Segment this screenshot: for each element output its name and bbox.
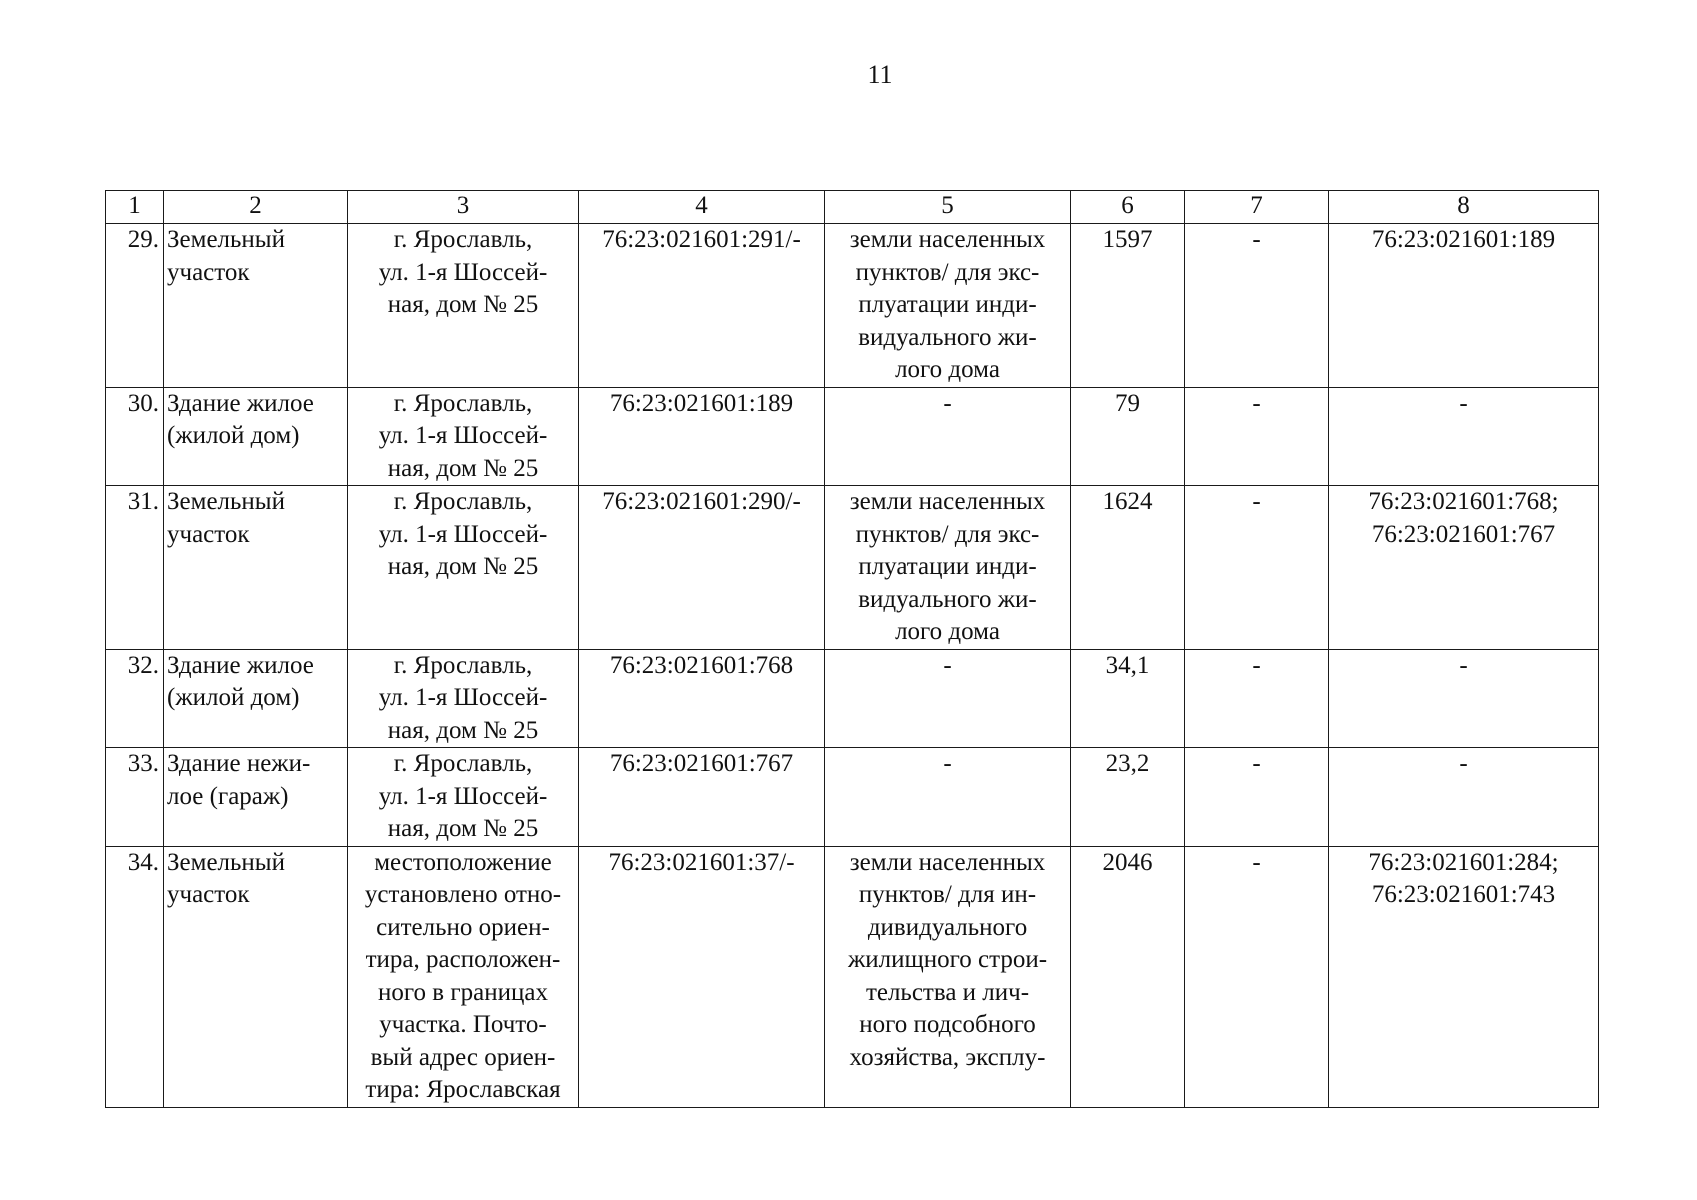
row-number: 33.	[106, 748, 164, 847]
column-7-value: -	[1185, 649, 1329, 748]
related-cadastral: -	[1329, 649, 1599, 748]
column-7-value: -	[1185, 748, 1329, 847]
object-area: 1624	[1071, 486, 1185, 650]
land-category: -	[825, 748, 1071, 847]
cadastral-number: 76:23:021601:291/-	[579, 224, 825, 388]
object-area: 34,1	[1071, 649, 1185, 748]
table-row	[106, 387, 1599, 486]
table-row	[106, 846, 1599, 1107]
object-address: местоположение установлено отно- сительно ориен- тира, расположен- ного в границах участка. Почто- вый адрес ориен- тира: Ярославская	[348, 846, 579, 1107]
cadastral-number: 76:23:021601:767	[579, 748, 825, 847]
object-area: 1597	[1071, 224, 1185, 388]
row-number: 31.	[106, 486, 164, 650]
cadastral-number: 76:23:021601:189	[579, 387, 825, 486]
column-header: 7	[1185, 191, 1329, 224]
object-area: 79	[1071, 387, 1185, 486]
row-number: 29.	[106, 224, 164, 388]
table-row	[106, 224, 1599, 388]
cadastral-number: 76:23:021601:37/-	[579, 846, 825, 1107]
related-cadastral: 76:23:021601:284; 76:23:021601:743	[1329, 846, 1599, 1107]
row-number: 30.	[106, 387, 164, 486]
page-number: 11	[867, 60, 893, 89]
column-header: 4	[579, 191, 825, 224]
cadastral-number: 76:23:021601:290/-	[579, 486, 825, 650]
column-header: 5	[825, 191, 1071, 224]
related-cadastral: 76:23:021601:189	[1329, 224, 1599, 388]
land-category: земли населенных пунктов/ для экс- плуатации инди- видуального жи- лого дома	[825, 224, 1071, 388]
object-name: Земельный участок	[164, 224, 348, 388]
object-name: Здание жилое (жилой дом)	[164, 387, 348, 486]
object-name: Здание нежи- лое (гараж)	[164, 748, 348, 847]
column-header: 1	[106, 191, 164, 224]
column-header: 2	[164, 191, 348, 224]
object-area: 23,2	[1071, 748, 1185, 847]
object-area: 2046	[1071, 846, 1185, 1107]
land-category: -	[825, 649, 1071, 748]
cadastral-number: 76:23:021601:768	[579, 649, 825, 748]
column-header: 3	[348, 191, 579, 224]
related-cadastral: 76:23:021601:768; 76:23:021601:767	[1329, 486, 1599, 650]
column-7-value: -	[1185, 486, 1329, 650]
table-row	[106, 649, 1599, 748]
related-cadastral: -	[1329, 387, 1599, 486]
column-7-value: -	[1185, 224, 1329, 388]
column-header: 6	[1071, 191, 1185, 224]
column-header: 8	[1329, 191, 1599, 224]
row-number: 32.	[106, 649, 164, 748]
land-category: земли населенных пунктов/ для ин- дивидуального жилищного строи- тельства и лич- ного подсобного хозяйства, эксплу-	[825, 846, 1071, 1107]
object-name: Земельный участок	[164, 486, 348, 650]
land-category: -	[825, 387, 1071, 486]
object-address: г. Ярославль, ул. 1-я Шоссей- ная, дом № 25	[348, 224, 579, 388]
row-number: 34.	[106, 846, 164, 1107]
table-row	[106, 748, 1599, 847]
table-header-row	[106, 191, 1599, 224]
object-address: г. Ярославль, ул. 1-я Шоссей- ная, дом № 25	[348, 486, 579, 650]
property-registry-table	[105, 190, 1599, 1108]
object-name: Земельный участок	[164, 846, 348, 1107]
table-row	[106, 486, 1599, 650]
object-address: г. Ярославль, ул. 1-я Шоссей- ная, дом № 25	[348, 649, 579, 748]
object-address: г. Ярославль, ул. 1-я Шоссей- ная, дом № 25	[348, 387, 579, 486]
object-address: г. Ярославль, ул. 1-я Шоссей- ная, дом № 25	[348, 748, 579, 847]
land-category: земли населенных пунктов/ для экс- плуатации инди- видуального жи- лого дома	[825, 486, 1071, 650]
related-cadastral: -	[1329, 748, 1599, 847]
column-7-value: -	[1185, 846, 1329, 1107]
column-7-value: -	[1185, 387, 1329, 486]
object-name: Здание жилое (жилой дом)	[164, 649, 348, 748]
